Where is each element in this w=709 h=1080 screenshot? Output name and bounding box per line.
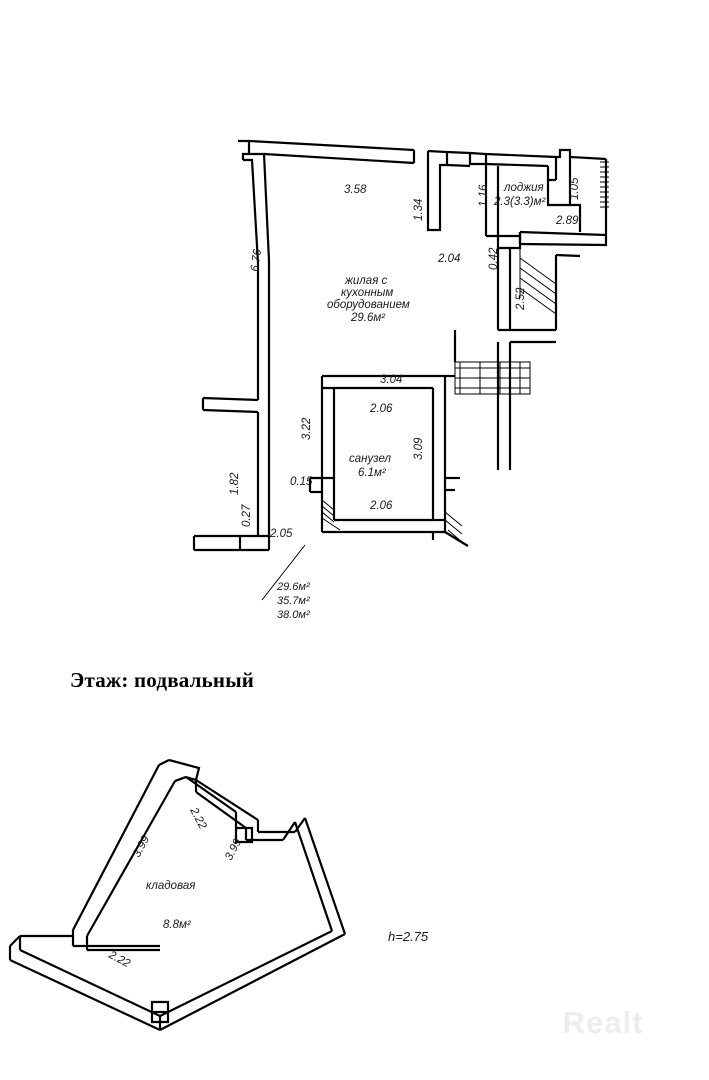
dim-1-34: 1.34 (413, 198, 425, 221)
floor-label: Этаж: подвальный (70, 668, 255, 692)
dim-0-42: 0.42 (488, 247, 500, 270)
ceiling-height-note: h=2.75 (388, 929, 429, 944)
room-label-storeroom: кладовая (146, 880, 196, 892)
total-area-living: 29.6м² (277, 581, 310, 593)
dim-6-76: 6.76 (249, 248, 265, 273)
dim-1-82: 1.82 (229, 472, 241, 495)
dim-basement-2-22-top: 2.22 (187, 805, 209, 832)
dim-2-06-bottom: 2.06 (370, 500, 393, 512)
watermark-text: Realt (562, 1005, 644, 1040)
dim-0-15: 0.15 (290, 476, 313, 488)
dim-3-58: 3.58 (344, 184, 367, 196)
dim-1-16: 1.16 (478, 184, 490, 207)
dim-2-52: 2.52 (515, 287, 527, 310)
dim-2-05: 2.05 (270, 528, 293, 540)
dim-basement-3-99-left: 3.99 (131, 834, 153, 860)
room-label-living-line2: кухонным (341, 287, 394, 299)
room-label-loggia: лоджия (504, 182, 544, 194)
dim-basement-2-22-bottom: 2.22 (106, 949, 132, 971)
room-label-bathroom: санузел (349, 453, 391, 465)
room-area-storeroom: 8.8м² (163, 919, 191, 931)
lower-plan-group (10, 760, 429, 1030)
upper-plan-group (194, 141, 609, 621)
door-hatch-bathroom (322, 500, 340, 530)
room-label-living-line3: оборудованием (327, 299, 410, 311)
glazing-hatch (600, 162, 609, 207)
room-label-living-line1: жилая с (345, 275, 388, 287)
dim-2-89: 2.89 (556, 215, 579, 227)
dim-3-09: 3.09 (413, 437, 425, 460)
total-area-apartment: 35.7м² (277, 595, 310, 607)
dim-1-05: 1.05 (569, 177, 581, 200)
room-area-living: 29.6м² (351, 312, 386, 324)
total-area-with-loggia: 38.0м² (277, 609, 310, 621)
dim-3-22: 3.22 (301, 417, 313, 440)
dim-2-06-top: 2.06 (370, 403, 393, 415)
dim-0-27: 0.27 (241, 504, 253, 527)
dim-3-04: 3.04 (380, 374, 403, 386)
realt-watermark (528, 1003, 678, 1043)
dim-2-04: 2.04 (438, 253, 461, 265)
room-area-loggia: 2.3(3.3)м² (494, 196, 546, 208)
room-area-bathroom: 6.1м² (358, 467, 386, 479)
dim-basement-3-99-right: 3.99 (223, 837, 245, 863)
stair-hatch-middle (455, 362, 530, 394)
